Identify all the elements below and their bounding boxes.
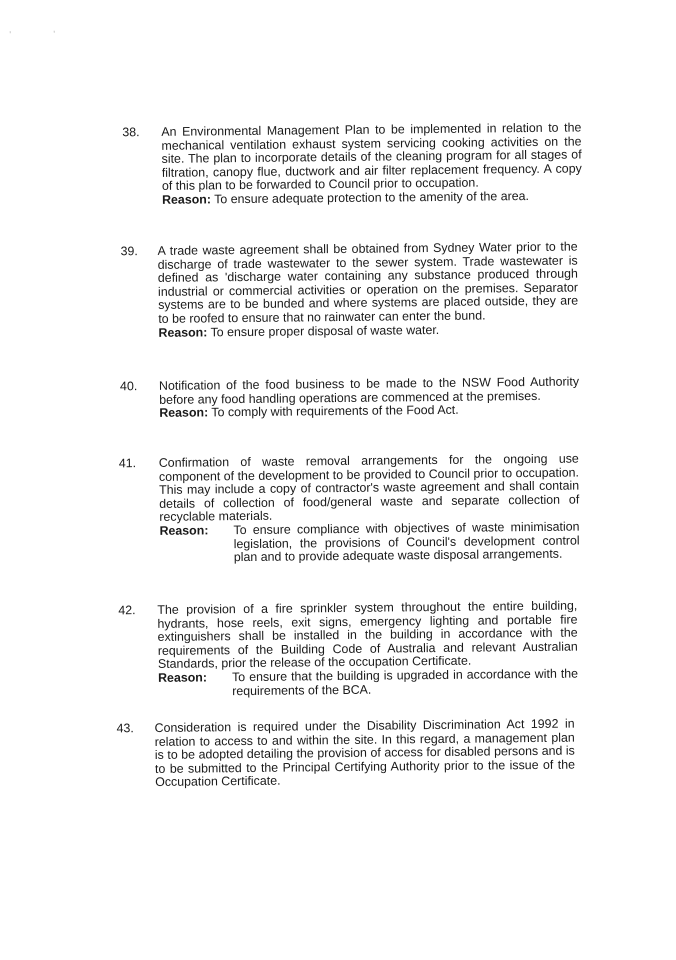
reason-text: To ensure adequate protection to the amenity of the area.: [214, 188, 530, 207]
condition-reason: [159, 403, 579, 421]
condition-text: Consideration is required under the Disability Discrimination Act 1992 in relation to access to and within the site. In this regard, a management plan is to be adopted detailing the provision of access for disabled persons and is to be submitted to the Principal Certifying Authority prior to the issue of the Occupation Certificate.: [154, 716, 576, 790]
condition-text: The provision of a fire sprinkler system throughout the entire building, hydrants, hose reels, exit signs, emergency lighting and portable fire extinguishers shall be installed in the building in accordance with the requirements of the Building Code of Australia and relevant Australian Standards, prior the release of the occupation Certificate.: [157, 598, 578, 672]
condition-39: [158, 240, 579, 340]
condition-number: 38.: [122, 125, 140, 140]
reason-text: To ensure proper disposal of waste water.: [210, 322, 440, 339]
condition-41: [159, 452, 580, 565]
reason-label: Reason:: [159, 523, 209, 538]
reason-label: Reason:: [161, 192, 212, 207]
condition-text: A trade waste agreement shall be obtained from Sydney Water prior to the discharge of trade wastewater to the sewer system. Trade wastewater is defined as 'discharge water containing any substance produced through industrial or commercial activities or operation on the premises. Separator systems are to be bunded and where systems are placed outside, they are to be roofed to ensure that no rainwater can enter the bund.: [157, 239, 579, 326]
reason-text: To comply with requirements of the Food Act.: [211, 402, 459, 420]
reason-text: To ensure that the building is upgraded in accordance with the requirements of the BCA.: [231, 666, 579, 698]
condition-number: 42.: [118, 603, 136, 618]
condition-number: 41.: [118, 456, 137, 471]
condition-text: An Environmental Management Plan to be implemented in relation to the mechanical ventilation exhaust system servicing cooking activities on the site. The plan to incorporate details of the cleaning program for all stages of filtration, canopy flue, ductwork and air filter replacement frequency. A copy of this plan to be forwarded to Council prior to occupation.: [161, 120, 582, 194]
condition-reason: [162, 189, 582, 207]
condition-number: 40.: [119, 379, 138, 394]
reason-text: To ensure compliance with objectives of waste minimisation legislation, the provisions of Council's development control plan and to provide adequate waste disposal arrangements.: [233, 519, 580, 565]
condition-reason: [159, 520, 579, 565]
condition-43: [155, 718, 576, 790]
reason-label: Reason:: [158, 324, 208, 340]
condition-reason: [158, 667, 578, 699]
scan-speck: ': [53, 28, 56, 39]
reason-label: Reason:: [157, 670, 208, 685]
condition-reason: [158, 322, 578, 340]
condition-text: Confirmation of waste removal arrangements for the ongoing use component of the development to be provided to Council prior to occupation. This may include a copy of contractor's waste agreement and shall contain details of collection of food/general waste and separate collection of recyclable materials.: [158, 451, 580, 525]
condition-text: Notification of the food business to be made to the NSW Food Authority before any food handling operations are commenced at the premises.: [158, 374, 580, 407]
scan-speck: ': [9, 29, 12, 40]
reason-label: Reason:: [159, 405, 209, 421]
condition-42: [157, 600, 578, 700]
condition-number: 39.: [120, 244, 138, 259]
condition-38: [161, 121, 582, 207]
condition-40: [159, 375, 579, 420]
condition-number: 43.: [116, 721, 134, 736]
